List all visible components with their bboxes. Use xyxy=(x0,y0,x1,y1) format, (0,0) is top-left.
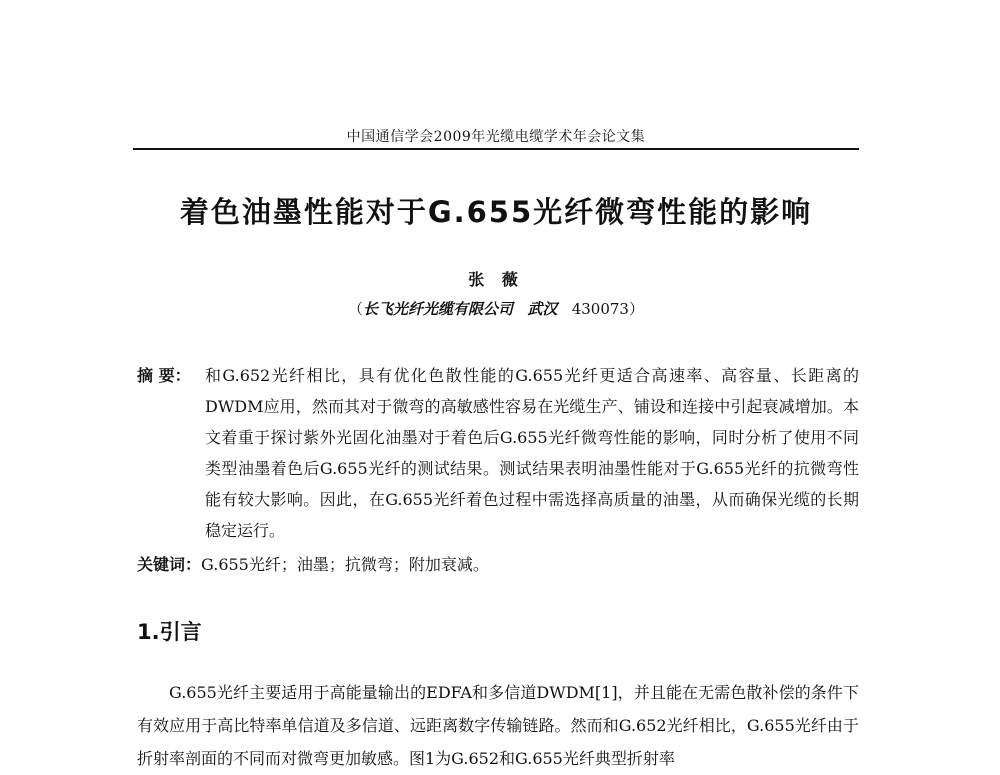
abstract xyxy=(137,360,859,546)
header-rule xyxy=(133,148,859,150)
keywords-label: 关键词： xyxy=(137,555,202,574)
affiliation-name: 长飞光纤光缆有限公司 xyxy=(363,300,514,318)
section-heading-introduction: 1.引言 xyxy=(137,620,202,644)
introduction-paragraph: G.655光纤主要适用于高能量输出的EDFA和多信道DWDM[1]，并且能在无需色散补偿的条件下有效应用于高比特率单信道及多信道、远距离数字传输链路。然而和G.652光纤相比，G.655光纤由于折射率剖面的不同而对微弯更加敏感。图1为G.652和G.655光纤典型折射率 xyxy=(137,683,859,768)
affiliation-close-paren: ） xyxy=(628,300,644,318)
paper-title: 着色油墨性能对于G.655光纤微弯性能的影响 xyxy=(179,195,813,229)
abstract-label: 摘 要： xyxy=(137,366,191,385)
author-name: 张 薇 xyxy=(468,270,524,289)
keywords xyxy=(137,549,859,580)
affiliation-postcode: 430073 xyxy=(571,300,629,318)
affiliation xyxy=(133,298,859,319)
running-header: 中国通信学会2009年光缆电缆学术年会论文集 xyxy=(346,129,646,145)
abstract-text: 和G.652光纤相比，具有优化色散性能的G.655光纤更适合高速率、高容量、长距离的DWDM应用，然而其对于微弯的高敏感性容易在光缆生产、铺设和连接中引起衰减增加。本文着重于探讨紫外光固化油墨对于着色后G.655光纤微弯性能的影响，同时分析了使用不同类型油墨着色后G.655光纤的测试结果。测试结果表明油墨性能对于G.655光纤的抗微弯性能有较大影响。因此，在G.655光纤着色过程中需选择高质量的油墨，从而确保光缆的长期稳定运行。 xyxy=(205,366,859,540)
affiliation-city: 武汉 xyxy=(527,300,558,318)
affiliation-open-paren: （ xyxy=(348,300,364,318)
keywords-text: G.655光纤；油墨；抗微弯；附加衰减。 xyxy=(201,555,489,574)
